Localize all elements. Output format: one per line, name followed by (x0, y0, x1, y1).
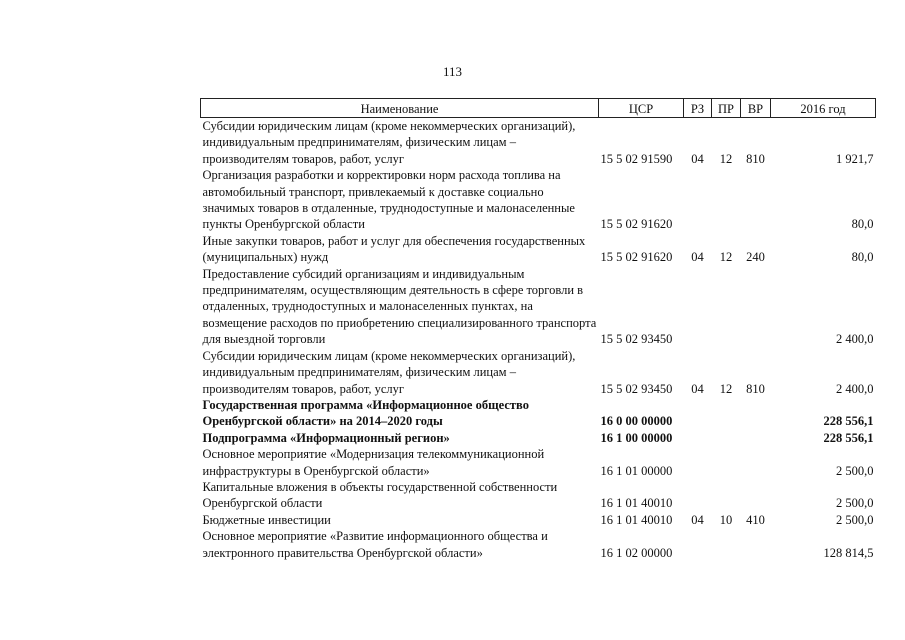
row-amount: 228 556,1 (823, 430, 874, 445)
row-pr (712, 430, 741, 446)
table-header (201, 99, 876, 118)
header-csr: ЦСР (599, 99, 684, 118)
row-rz: 04 (691, 250, 704, 265)
row-pr (712, 446, 741, 479)
row-name: Капитальные вложения в объекты государственной собственности Оренбургской области (202, 479, 558, 511)
row-amount: 80,0 (851, 250, 874, 265)
table-row (201, 118, 876, 168)
row-name: Организация разработки и корректировки норм расхода топлива на автомобильный транспорт, привлекаемый к доставке социально значимых товаров в отдаленные, труднодоступные и малонаселенные пункты Оренбургской области (202, 168, 575, 232)
row-csr: 16 1 01 40010 (600, 496, 673, 511)
row-rz: 04 (691, 512, 704, 527)
row-amount: 2 500,0 (836, 496, 874, 511)
table-row (201, 266, 876, 348)
table-body (201, 118, 876, 561)
row-amount: 1 921,7 (836, 151, 874, 166)
row-csr: 15 5 02 91590 (600, 151, 673, 166)
row-pr (712, 397, 741, 430)
row-rz (684, 479, 712, 512)
row-vr: 240 (746, 250, 765, 265)
row-amount: 128 814,5 (823, 545, 874, 560)
row-name: Иные закупки товаров, работ и услуг для обеспечения государственных (муниципальных) нужд (202, 233, 586, 265)
table-row (201, 233, 876, 266)
row-csr: 16 1 01 00000 (600, 463, 673, 478)
table-row (201, 167, 876, 233)
row-amount: 2 500,0 (836, 512, 874, 527)
budget-table (200, 98, 876, 561)
row-name: Основное мероприятие «Развитие информационного общества и электронного правительства Оренбургской области» (202, 529, 548, 560)
header-name: Наименование (201, 99, 599, 118)
row-vr (741, 479, 771, 512)
row-name: Субсидии юридическим лицам (кроме некоммерческих организаций), индивидуальным предпринимателям, физическим лицам – производителям товаров, работ, услуг (202, 119, 576, 166)
row-name: Субсидии юридическим лицам (кроме некоммерческих организаций), индивидуальным предпринимателям, физическим лицам – производителям товаров, работ, услуг (202, 348, 576, 396)
row-vr (741, 528, 771, 561)
row-amount: 2 400,0 (836, 381, 874, 396)
row-vr (741, 430, 771, 446)
row-name: Основное мероприятие «Модернизация телекоммуникационной инфраструктуры в Оренбургской области» (202, 447, 545, 478)
row-rz: 04 (691, 381, 704, 396)
table-row (201, 348, 876, 397)
row-pr (712, 167, 741, 233)
header-row (201, 99, 876, 118)
row-vr (741, 397, 771, 430)
row-csr: 16 1 02 00000 (600, 545, 673, 560)
row-pr: 12 (719, 381, 733, 396)
row-rz (684, 397, 712, 430)
table-row (201, 397, 876, 430)
row-name: Бюджетные инвестиции (202, 512, 331, 527)
row-rz: 04 (691, 151, 704, 166)
row-amount: 228 556,1 (823, 414, 874, 429)
row-rz (684, 167, 712, 233)
row-vr (741, 266, 771, 348)
header-year: 2016 год (771, 99, 876, 118)
row-name: Подпрограмма «Информационный регион» (202, 430, 450, 445)
row-csr: 16 1 01 40010 (600, 512, 673, 527)
row-vr (741, 167, 771, 233)
row-vr: 410 (746, 512, 765, 527)
row-csr: 15 5 02 93450 (600, 381, 673, 396)
row-vr: 810 (746, 381, 765, 396)
row-vr (741, 446, 771, 479)
row-pr (712, 266, 741, 348)
table-row (201, 430, 876, 446)
table-row (201, 528, 876, 561)
row-rz (684, 528, 712, 561)
table-row (201, 512, 876, 528)
header-rz: РЗ (684, 99, 712, 118)
row-csr: 15 5 02 91620 (600, 250, 673, 265)
row-rz (684, 266, 712, 348)
row-csr: 15 5 02 91620 (600, 217, 673, 232)
row-pr: 12 (719, 151, 733, 166)
row-vr: 810 (746, 151, 765, 166)
row-rz (684, 430, 712, 446)
table-row (201, 446, 876, 479)
row-csr: 16 0 00 00000 (600, 414, 673, 429)
row-name: Государственная программа «Информационное общество Оренбургской области» на 2014–2020 годы (202, 397, 529, 429)
row-amount: 2 500,0 (836, 463, 874, 478)
page-number: 113 (442, 64, 463, 79)
row-pr: 12 (719, 250, 733, 265)
row-pr (712, 479, 741, 512)
row-pr: 10 (719, 512, 733, 527)
row-amount: 2 400,0 (836, 332, 874, 347)
row-name: Предоставление субсидий организациям и индивидуальным предпринимателям, осуществляющим деятельность в сфере торговли в отдаленных, труднодоступных и малонаселенных пунктах, на возмещение расходов по приобретению специализированного транспорта для выездной торговли (202, 266, 597, 347)
header-vr: ВР (741, 99, 771, 118)
row-amount: 80,0 (851, 217, 874, 232)
row-rz (684, 446, 712, 479)
header-pr: ПР (712, 99, 741, 118)
row-pr (712, 528, 741, 561)
row-csr: 15 5 02 93450 (600, 332, 673, 347)
table-row (201, 479, 876, 512)
row-csr: 16 1 00 00000 (600, 430, 673, 445)
